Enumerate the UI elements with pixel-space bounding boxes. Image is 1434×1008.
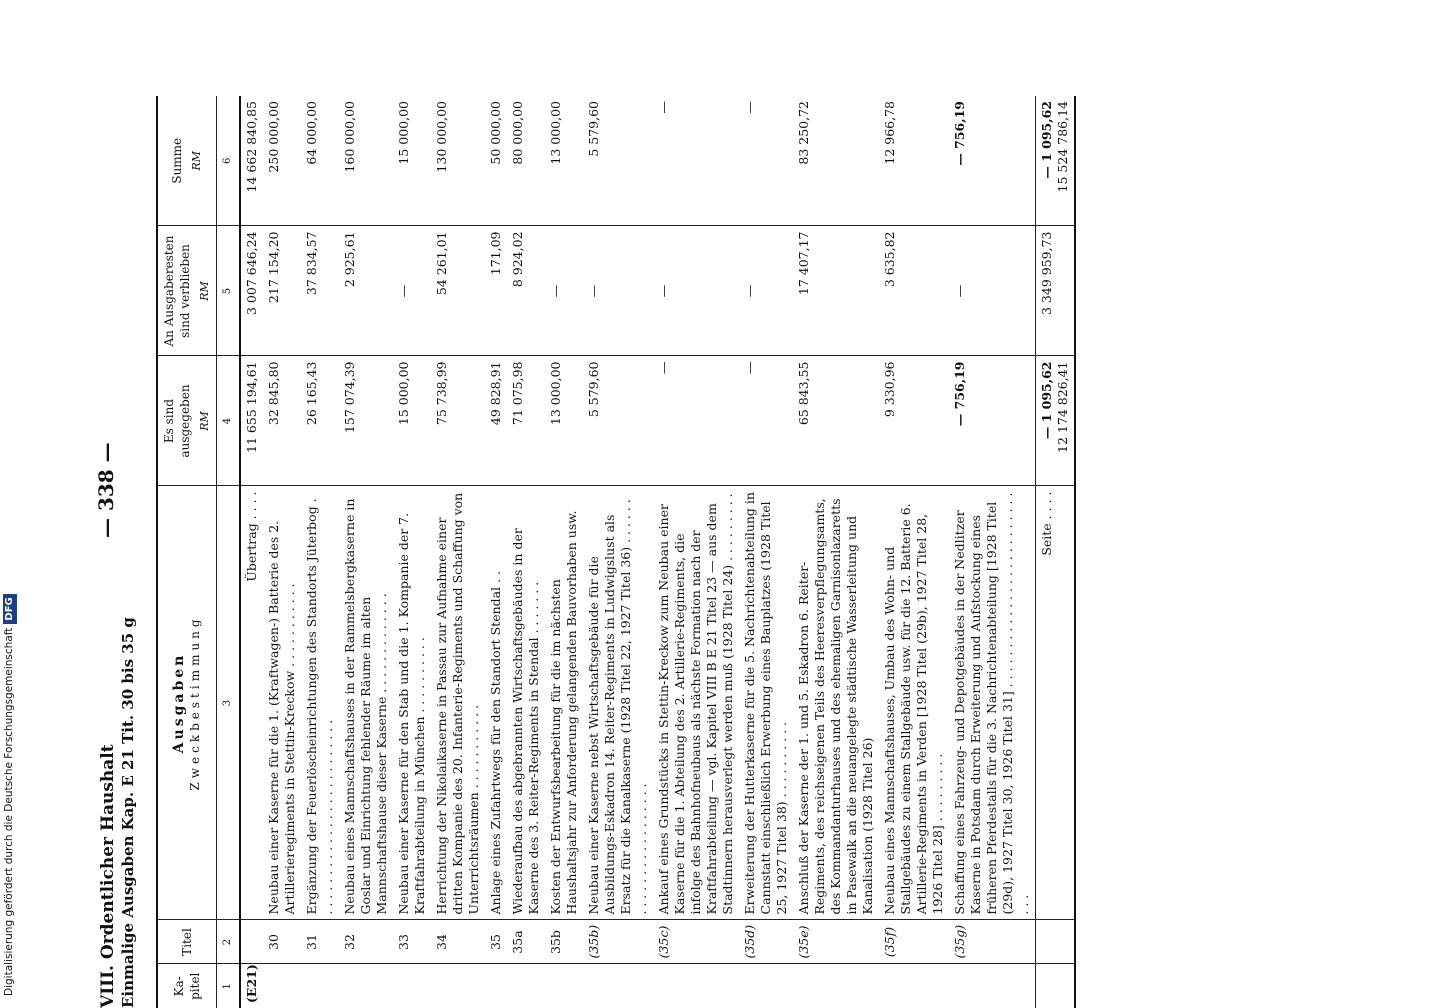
ledger-rows (263, 96, 1036, 1008)
ausgegeben-cell: 75 738,99 (431, 356, 485, 486)
titel-cell: (35f) (879, 920, 949, 964)
dfg-logo: DFG (3, 594, 17, 623)
table-row (739, 96, 793, 1008)
seite-ausgegeben-total: 12 174 826,41 (1055, 361, 1070, 453)
header-zweckbestimmung: Zweckbestimmung (188, 615, 202, 791)
summe-cell: 80 000,00 (507, 96, 545, 226)
summe-cell: 15 000,00 (393, 96, 431, 226)
kapitel-cell (263, 964, 301, 1008)
column-number: 2 (217, 920, 241, 964)
unit-rm-4: RM (198, 411, 211, 431)
table-row (263, 96, 301, 1008)
titel-cell: 35b (545, 920, 583, 964)
table-header-row (158, 96, 217, 1008)
table-row (339, 96, 393, 1008)
titel-cell: 35a (507, 920, 545, 964)
summe-cell: — 756,19 (949, 96, 1036, 226)
zweck-cell: Herrichtung der Nikolaikaserne in Passau zur Aufnahme einer dritten Kompanie des 20. Infanterie-Regiments und Schaffung von Unterrichtsräumen . . . . . . . . . . . (431, 486, 485, 920)
kapitel-cell (545, 964, 583, 1008)
titel-cell: 33 (393, 920, 431, 964)
table-row (879, 96, 949, 1008)
table-row (431, 96, 485, 1008)
header-zweck (158, 486, 217, 920)
summe-cell: 83 250,72 (793, 96, 879, 226)
reste-cell: — (739, 226, 793, 356)
seite-ausgegeben (1036, 356, 1076, 486)
header-ausgaben: Ausgaben (171, 652, 187, 754)
seite-text: Seite . . . . (1039, 491, 1054, 556)
uebertrag-ausgegeben: 11 655 194,61 (240, 356, 263, 486)
dfg-credit-strip (2, 597, 18, 996)
zweck-cell: Neubau einer Kaserne nebst Wirtschaftsgebäude für die Ausbildungs-Eskadron 14. Reiter-Regiments in Ludwigslust als Ersatz für die Kanalkaserne (1928 Titel 22, 1927 Titel 36) . . . . . . . . . . . . . . . . . . . . . . . (583, 486, 653, 920)
table-row (793, 96, 879, 1008)
reste-cell: — (583, 226, 653, 356)
ausgegeben-cell: 71 075,98 (507, 356, 545, 486)
dfg-credit (2, 597, 17, 996)
kapitel-cell (301, 964, 339, 1008)
titel-cell (240, 920, 263, 964)
reste-cell: 8 924,02 (507, 226, 545, 356)
titel-cell: 30 (263, 920, 301, 964)
ausgegeben-cell: 32 845,80 (263, 356, 301, 486)
uebertrag-label (240, 486, 263, 920)
table-row (393, 96, 431, 1008)
page-header (90, 96, 146, 1008)
uebertrag-text: Übertrag . . . . (244, 491, 259, 582)
titel-cell: (35e) (793, 920, 879, 964)
zweck-cell: Anschluß der Kaserne der 1. und 5. Eskadron 6. Reiter-Regiments, des reichseigenen Teils des Heeresverpflegungsamts, des Kommandanturhauses und des ehemaligen Garnisonlazaretts in Pasewalk an die neuangelegte städtische Wasserleitung und Kanalisation (1928 Titel 26) (793, 486, 879, 920)
summe-cell: 64 000,00 (301, 96, 339, 226)
column-number: 5 (217, 226, 241, 356)
titel-cell (1036, 920, 1076, 964)
zweck-cell: Wiederaufbau des abgebrannten Wirtschaftsgebäudes in der Kaserne des 3. Reiter-Regiments in Stendal . . . . . . . (507, 486, 545, 920)
titel-cell: (35c) (653, 920, 739, 964)
ausgegeben-cell: 9 330,96 (879, 356, 949, 486)
dfg-credit-text: Digitalisierung gefördert durch die Deutsche Forschungsgemeinschaft (3, 627, 15, 996)
seite-summe-minus: — 1 095,62 (1039, 101, 1054, 179)
header-summe (158, 96, 217, 226)
column-number: 4 (217, 356, 241, 486)
kapitel-cell (507, 964, 545, 1008)
summe-cell: 12 966,78 (879, 96, 949, 226)
titel-cell: (35g) (949, 920, 1036, 964)
header-ausgegeben-label: Es sind ausgegeben (162, 384, 192, 458)
ausgegeben-cell: 26 165,43 (301, 356, 339, 486)
page-heading (98, 96, 138, 1008)
uebertrag-reste: 3 007 646,24 (240, 226, 263, 356)
reste-cell: — (393, 226, 431, 356)
reste-cell: 171,09 (485, 226, 507, 356)
header-ausgabereste (158, 226, 217, 356)
table-row (301, 96, 339, 1008)
zweck-cell: Neubau einer Kaserne für den Stab und die 1. Kompanie der 7. Kraftfahrabteilung in München . . . . . . . . . . (393, 486, 431, 920)
ledger-body (156, 96, 1284, 1008)
header-titel: Titel (158, 920, 217, 964)
titel-cell: 35 (485, 920, 507, 964)
zweck-cell: Erweiterung der Hutterkaserne für die 5. Nachrichtenabteilung in Cannstatt einschließlich Erwerbung eines Bauplatzes (1928 Titel 25, 1927 Titel 38) . . . . . . . . . . (739, 486, 793, 920)
kapitel-cell (739, 964, 793, 1008)
reste-cell: 217 154,20 (263, 226, 301, 356)
ausgegeben-cell: 5 579,60 (583, 356, 653, 486)
ausgegeben-cell: — 756,19 (949, 356, 1036, 486)
reste-cell: 37 834,57 (301, 226, 339, 356)
summe-cell: 130 000,00 (431, 96, 485, 226)
summe-cell: 13 000,00 (545, 96, 583, 226)
ausgegeben-cell: 157 074,39 (339, 356, 393, 486)
ausgegeben-cell: — (739, 356, 793, 486)
summe-cell: 50 000,00 (485, 96, 507, 226)
kapitel-cell (793, 964, 879, 1008)
titel-cell: 34 (431, 920, 485, 964)
kapitel-cell: (E21) (244, 964, 259, 1003)
table-row (545, 96, 583, 1008)
column-number: 3 (217, 486, 241, 920)
seite-ausgegeben-minus: — 1 095,62 (1039, 361, 1054, 440)
zweck-cell: Anlage eines Zufahrtwegs für den Standort Stendal . . (485, 486, 507, 920)
reste-cell: 2 925,61 (339, 226, 393, 356)
summe-cell: — (739, 96, 793, 226)
ausgegeben-cell: — (653, 356, 739, 486)
titel-cell: (35d) (739, 920, 793, 964)
zweck-cell: Kosten der Entwurfsbearbeitung für die im nächsten Haushaltsjahr zur Anforderung gelangenden Bauvorhaben usw. (545, 486, 583, 920)
zweck-cell: Schaffung eines Fahrzeug- und Depotgebäudes in der Nedlitzer Kaserne in Potsdam durch Erweiterung und Aufstockung eines früheren Pferdestalls für die 3. Nachrichtenabteilung [1928 Titel (29d), 1927 Titel 30, 1926 Titel 31] . . . . . . . . . . . . . . . . . . . . . . . . . . . . (949, 486, 1036, 920)
summe-cell: 160 000,00 (339, 96, 393, 226)
reste-cell: — (949, 226, 1036, 356)
reste-cell: — (545, 226, 583, 356)
header-ausgegeben (158, 356, 217, 486)
column-number-row (217, 96, 241, 1008)
table-row (507, 96, 545, 1008)
section-subtitle: Einmalige Ausgaben Kap. E 21 Tit. 30 bis 35 g (119, 617, 137, 1008)
kapitel-cell (949, 964, 1036, 1008)
rotated-document-sheet (90, 96, 1352, 1008)
kapitel-cell (583, 964, 653, 1008)
kapitel-cell (653, 964, 739, 1008)
unit-rm-5: RM (198, 281, 211, 301)
zweck-cell: Ankauf eines Grundstücks in Stettin-Kreckow zum Neubau einer Kaserne für die 1. Abteilung des 2. Artillerie-Regiments, die infolge des Bahnhofneubaus als nächste Formation nach der Kraftfahrabteilung — vgl. Kapitel VIII B E 21 Titel 23 — aus dem Stadtinnern herausverlegt werden muß (1928 Titel 24) . . . . . . . . . (653, 486, 739, 920)
ausgegeben-cell: 49 828,91 (485, 356, 507, 486)
kapitel-cell (1036, 964, 1076, 1008)
summe-cell: 5 579,60 (583, 96, 653, 226)
seite-row (1036, 96, 1076, 1008)
titel-cell: 31 (301, 920, 339, 964)
kapitel-cell (393, 964, 431, 1008)
zweck-cell: Ergänzung der Feuerlöscheinrichtungen des Standorts Jüterbog . . . . . . . . . . . . . . . . . . . . . . . . . . (301, 486, 339, 920)
table-row (485, 96, 507, 1008)
unit-rm-6: RM (190, 150, 203, 171)
seite-summe-total: 15 524 786,14 (1055, 101, 1070, 193)
header-ausgabereste-label: An Ausgaberesten sind verblieben (162, 235, 192, 347)
expenditure-table (158, 96, 1076, 1008)
ausgegeben-cell: 65 843,55 (793, 356, 879, 486)
section-title: VIII. Ordentlicher Haushalt (98, 744, 118, 1008)
summe-cell: — (653, 96, 739, 226)
seite-label (1036, 486, 1076, 920)
summe-cell: 250 000,00 (263, 96, 301, 226)
reste-cell: 3 635,82 (879, 226, 949, 356)
zweck-cell: Neubau eines Mannschaftshauses in der Rammelsbergkaserne in Goslar und Einrichtung fehlender Räume im alten Mannschaftshause dieser Kaserne . . . . . . . . . . . . . (339, 486, 393, 920)
table-row (653, 96, 739, 1008)
ausgegeben-cell: 15 000,00 (393, 356, 431, 486)
header-summe-label: Summe (170, 137, 184, 184)
seite-reste: 3 349 959,73 (1036, 226, 1076, 356)
seite-summe (1036, 96, 1076, 226)
column-number: 6 (217, 96, 241, 226)
table-row (583, 96, 653, 1008)
reste-cell: 17 407,17 (793, 226, 879, 356)
kapitel-cell (431, 964, 485, 1008)
header-kapitel: Ka-pitel (158, 964, 217, 1008)
column-number: 1 (217, 964, 241, 1008)
titel-cell: (35b) (583, 920, 653, 964)
reste-cell: 54 261,01 (431, 226, 485, 356)
uebertrag-row (240, 96, 263, 1008)
ausgegeben-cell: 13 000,00 (545, 356, 583, 486)
page-number: — 338 — (94, 442, 118, 538)
zweck-cell: Neubau eines Mannschaftshauses, Umbau des Wohn- und Stallgebäudes zu einem Stallgebäude usw. für die 12. Batterie 6. Artillerie-Regiments in Verden [1928 Titel (29b), 1927 Titel 28, 1926 Titel 28] . . . . . . . . . (879, 486, 949, 920)
kapitel-cell (485, 964, 507, 1008)
titel-cell: 32 (339, 920, 393, 964)
zweck-cell: Neubau einer Kaserne für die 1. (Kraftwagen-) Batterie des 2. Artillerieregiments in Stettin-Kreckow . . . . . . . . . . . (263, 486, 301, 920)
kapitel-cell (879, 964, 949, 1008)
reste-cell: — (653, 226, 739, 356)
table-row (949, 96, 1036, 1008)
kapitel-cell (339, 964, 393, 1008)
uebertrag-summe: 14 662 840,85 (240, 96, 263, 226)
